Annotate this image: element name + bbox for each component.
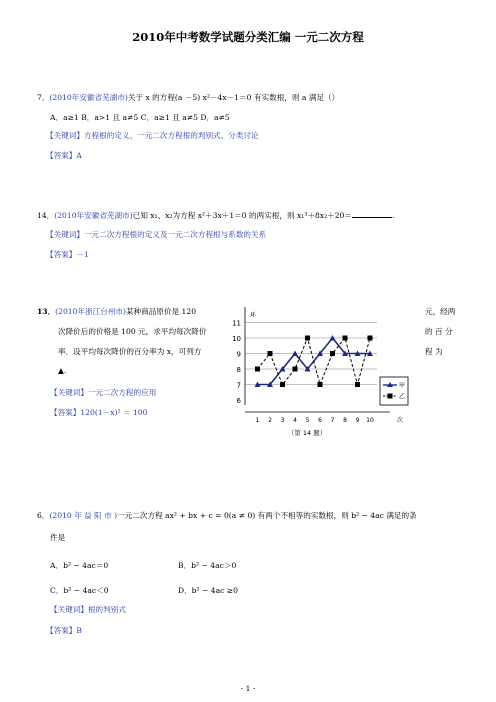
series-line-乙: [258, 338, 371, 385]
page-footer: - 1 -: [240, 684, 256, 693]
score-line-chart: [225, 305, 415, 440]
question-13-keyword: 【关键词】一元二次方程的应用: [50, 388, 157, 397]
chart-labels: [232, 311, 408, 437]
question-text: 某种商品原价是 120: [125, 307, 197, 316]
option-d: D．b² − 4ac ≥0: [178, 586, 238, 595]
question-14-stem: [37, 210, 394, 221]
x-tick-label: 3: [280, 417, 285, 424]
question-13-line4: [58, 366, 66, 376]
question-14-keyword: 【关键词】一元二次方程根的定义及一元二次方程根与系数的关系: [46, 230, 267, 239]
question-7-answer: 【答案】A: [46, 151, 82, 160]
answer-text: 【答案】120(1－x)² ＝ 100: [50, 408, 148, 417]
chart-series: [255, 335, 374, 387]
legend-box: [380, 377, 408, 405]
question-13-line3-right: 程 为: [425, 347, 443, 356]
x-tick-label: 9: [355, 417, 360, 424]
x-tick-label: 2: [268, 417, 272, 424]
question-13-line2: 次降价后的价格是 100 元，求平均每次降价: [58, 327, 207, 336]
x-tick-label: 7: [330, 417, 335, 424]
data-point-square: [368, 336, 373, 341]
legend-marker: [388, 394, 393, 399]
data-point-square: [330, 351, 335, 356]
data-point-square: [343, 336, 348, 341]
question-source: (2010 年 益 阳 市 ): [49, 511, 118, 520]
x-tick-label: 6: [318, 417, 322, 424]
chart-caption: （第 14 题）: [287, 429, 327, 437]
y-tick-label: 8: [236, 366, 241, 374]
y-tick-label: 10: [232, 335, 241, 343]
question-6-stem-cont: 件是: [50, 533, 66, 542]
option-a: A．b² − 4ac＝0: [50, 561, 109, 570]
question-13-line1-right: 元，经两: [425, 307, 456, 316]
x-tick-label: 5: [305, 417, 310, 424]
page-title: 2010年中考数学试题分类汇编 一元二次方程: [132, 30, 364, 44]
data-point-square: [280, 382, 285, 387]
y-tick-label: 6: [236, 397, 241, 405]
question-source: (2010年安徽省芜湖市): [54, 211, 133, 220]
x-tick-label: 10: [366, 417, 374, 424]
data-point-square: [268, 351, 273, 356]
question-source: (2010年浙江台州市): [55, 307, 126, 316]
option-c: C．b² − 4ac＜0: [50, 586, 109, 595]
x-axis-label: 次: [397, 417, 404, 424]
period: .: [63, 366, 67, 375]
y-tick-label: 9: [236, 350, 241, 359]
question-13-answer: [50, 408, 147, 418]
question-6-keyword: 【关键词】根的判别式: [50, 605, 126, 614]
question-7-options: A．a≥1 B．a>1 且 a≠5 C．a≥1 且 a≠5 D．a≠5: [50, 113, 230, 122]
question-source: (2010年安徽省芜湖市): [49, 93, 128, 102]
question-number: 14．: [37, 211, 55, 220]
legend-label: 乙: [399, 393, 406, 401]
question-number: 13．: [37, 307, 56, 316]
blank-mark: ▲: [58, 366, 64, 375]
question-text: 已知 x₁、x₂为方程 x²＋3x＋1＝0 的两实根，则 x₁³＋8x₂＋20＝: [132, 211, 352, 220]
x-tick-label: 8: [343, 417, 347, 424]
data-point-square: [305, 336, 310, 341]
x-tick-label: 4: [293, 417, 297, 424]
answer-blank: [352, 210, 395, 220]
question-text: 关于 x 的方程(a －5) x²－4x－1＝0 有实数根，则 a 满足（）: [127, 93, 340, 102]
question-6-stem: [37, 511, 417, 521]
data-point-square: [318, 382, 323, 387]
question-13-line3: 率．设平均每次降价的百分率为 x，可列方: [58, 347, 202, 356]
y-axis-label: 环: [250, 312, 257, 319]
x-tick-label: 1: [255, 417, 260, 424]
data-point-square: [355, 382, 360, 387]
chart-legend: [380, 377, 408, 405]
question-text: 一元二次方程 ax² + bx + c = 0(a ≠ 0) 有两个不相等的实数根，则 b² − 4ac 满足的条: [117, 511, 417, 520]
data-point-square: [255, 367, 260, 372]
question-14-answer: 【答案】－1: [46, 250, 89, 259]
period: .: [391, 211, 395, 220]
question-7-stem: [37, 93, 339, 103]
question-7-keyword: 【关键词】方程根的定义、一元二次方程根的判别式、分类讨论: [46, 131, 259, 140]
legend-label: 甲: [399, 382, 406, 390]
question-number: 6．: [37, 511, 50, 520]
data-point-square: [293, 367, 298, 372]
y-tick-label: 11: [232, 319, 241, 328]
option-b: B．b² − 4ac＞0: [178, 561, 237, 570]
question-number: 7．: [37, 93, 50, 102]
y-tick-label: 7: [236, 381, 241, 390]
question-6-answer: 【答案】B: [46, 626, 82, 635]
question-13-line1: [37, 307, 196, 317]
question-13-line2-right: 的 百 分: [425, 327, 453, 336]
